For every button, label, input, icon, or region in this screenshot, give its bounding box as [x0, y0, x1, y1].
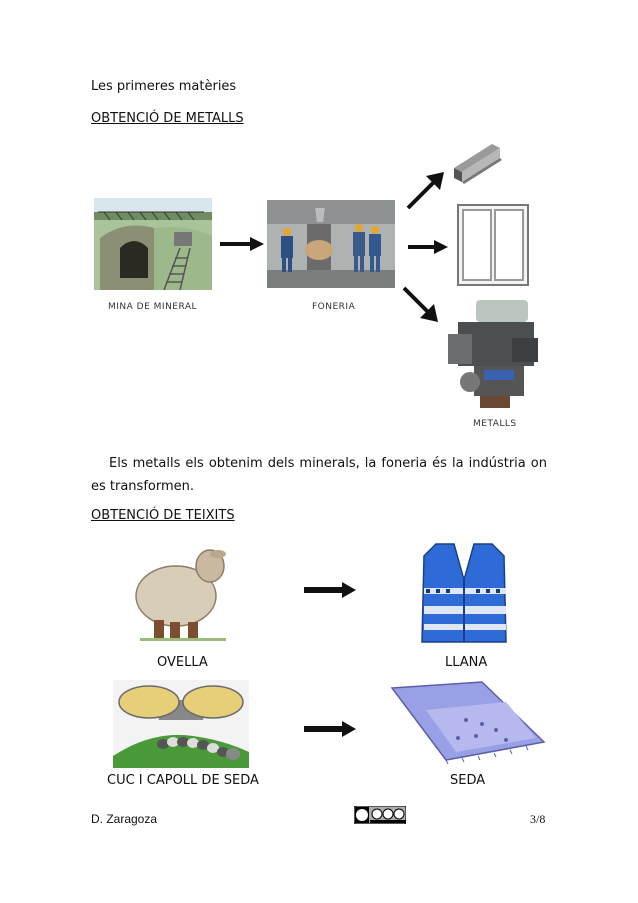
mine-image: [94, 198, 212, 290]
arrow-right-icon: [408, 240, 448, 254]
arrow-up-right-icon: [404, 170, 446, 212]
document-title: Les primeres matèries: [91, 79, 237, 94]
sheep-caption: OVELLA: [157, 655, 208, 670]
wool-caption: LLANA: [445, 655, 488, 670]
metals-section-heading: OBTENCIÓ DE METALLS: [91, 111, 244, 126]
metal-window-image: [457, 204, 529, 286]
arrow-right-icon: [304, 721, 356, 737]
arrow-right-icon: [304, 582, 356, 598]
arrow-down-right-icon: [400, 284, 440, 324]
arrow-right-icon: [220, 237, 264, 251]
silk-caption: SEDA: [450, 773, 486, 788]
foundry-image: [267, 200, 395, 288]
engine-image: [440, 298, 544, 410]
wool-vest-image: [414, 540, 514, 646]
mine-label: MINA DE MINERAL: [108, 302, 198, 312]
textiles-section-heading: OBTENCIÓ DE TEIXITS: [91, 508, 235, 523]
metals-label: METALLS: [473, 419, 517, 429]
silkworm-image: [113, 680, 249, 768]
sheep-image: [130, 540, 230, 642]
steel-beam-image: [452, 142, 504, 184]
page-number: 3/8: [530, 812, 546, 826]
footer-author: D. Zaragoza: [91, 812, 158, 826]
creative-commons-badge-icon: [354, 806, 406, 824]
silkworm-caption: CUC I CAPOLL DE SEDA: [107, 773, 259, 788]
metals-description: Els metalls els obtenim dels minerals, la foneria és la indústria on es transformen.: [91, 456, 547, 494]
foundry-label: FONERIA: [312, 302, 356, 312]
silk-cloth-image: [386, 680, 548, 764]
